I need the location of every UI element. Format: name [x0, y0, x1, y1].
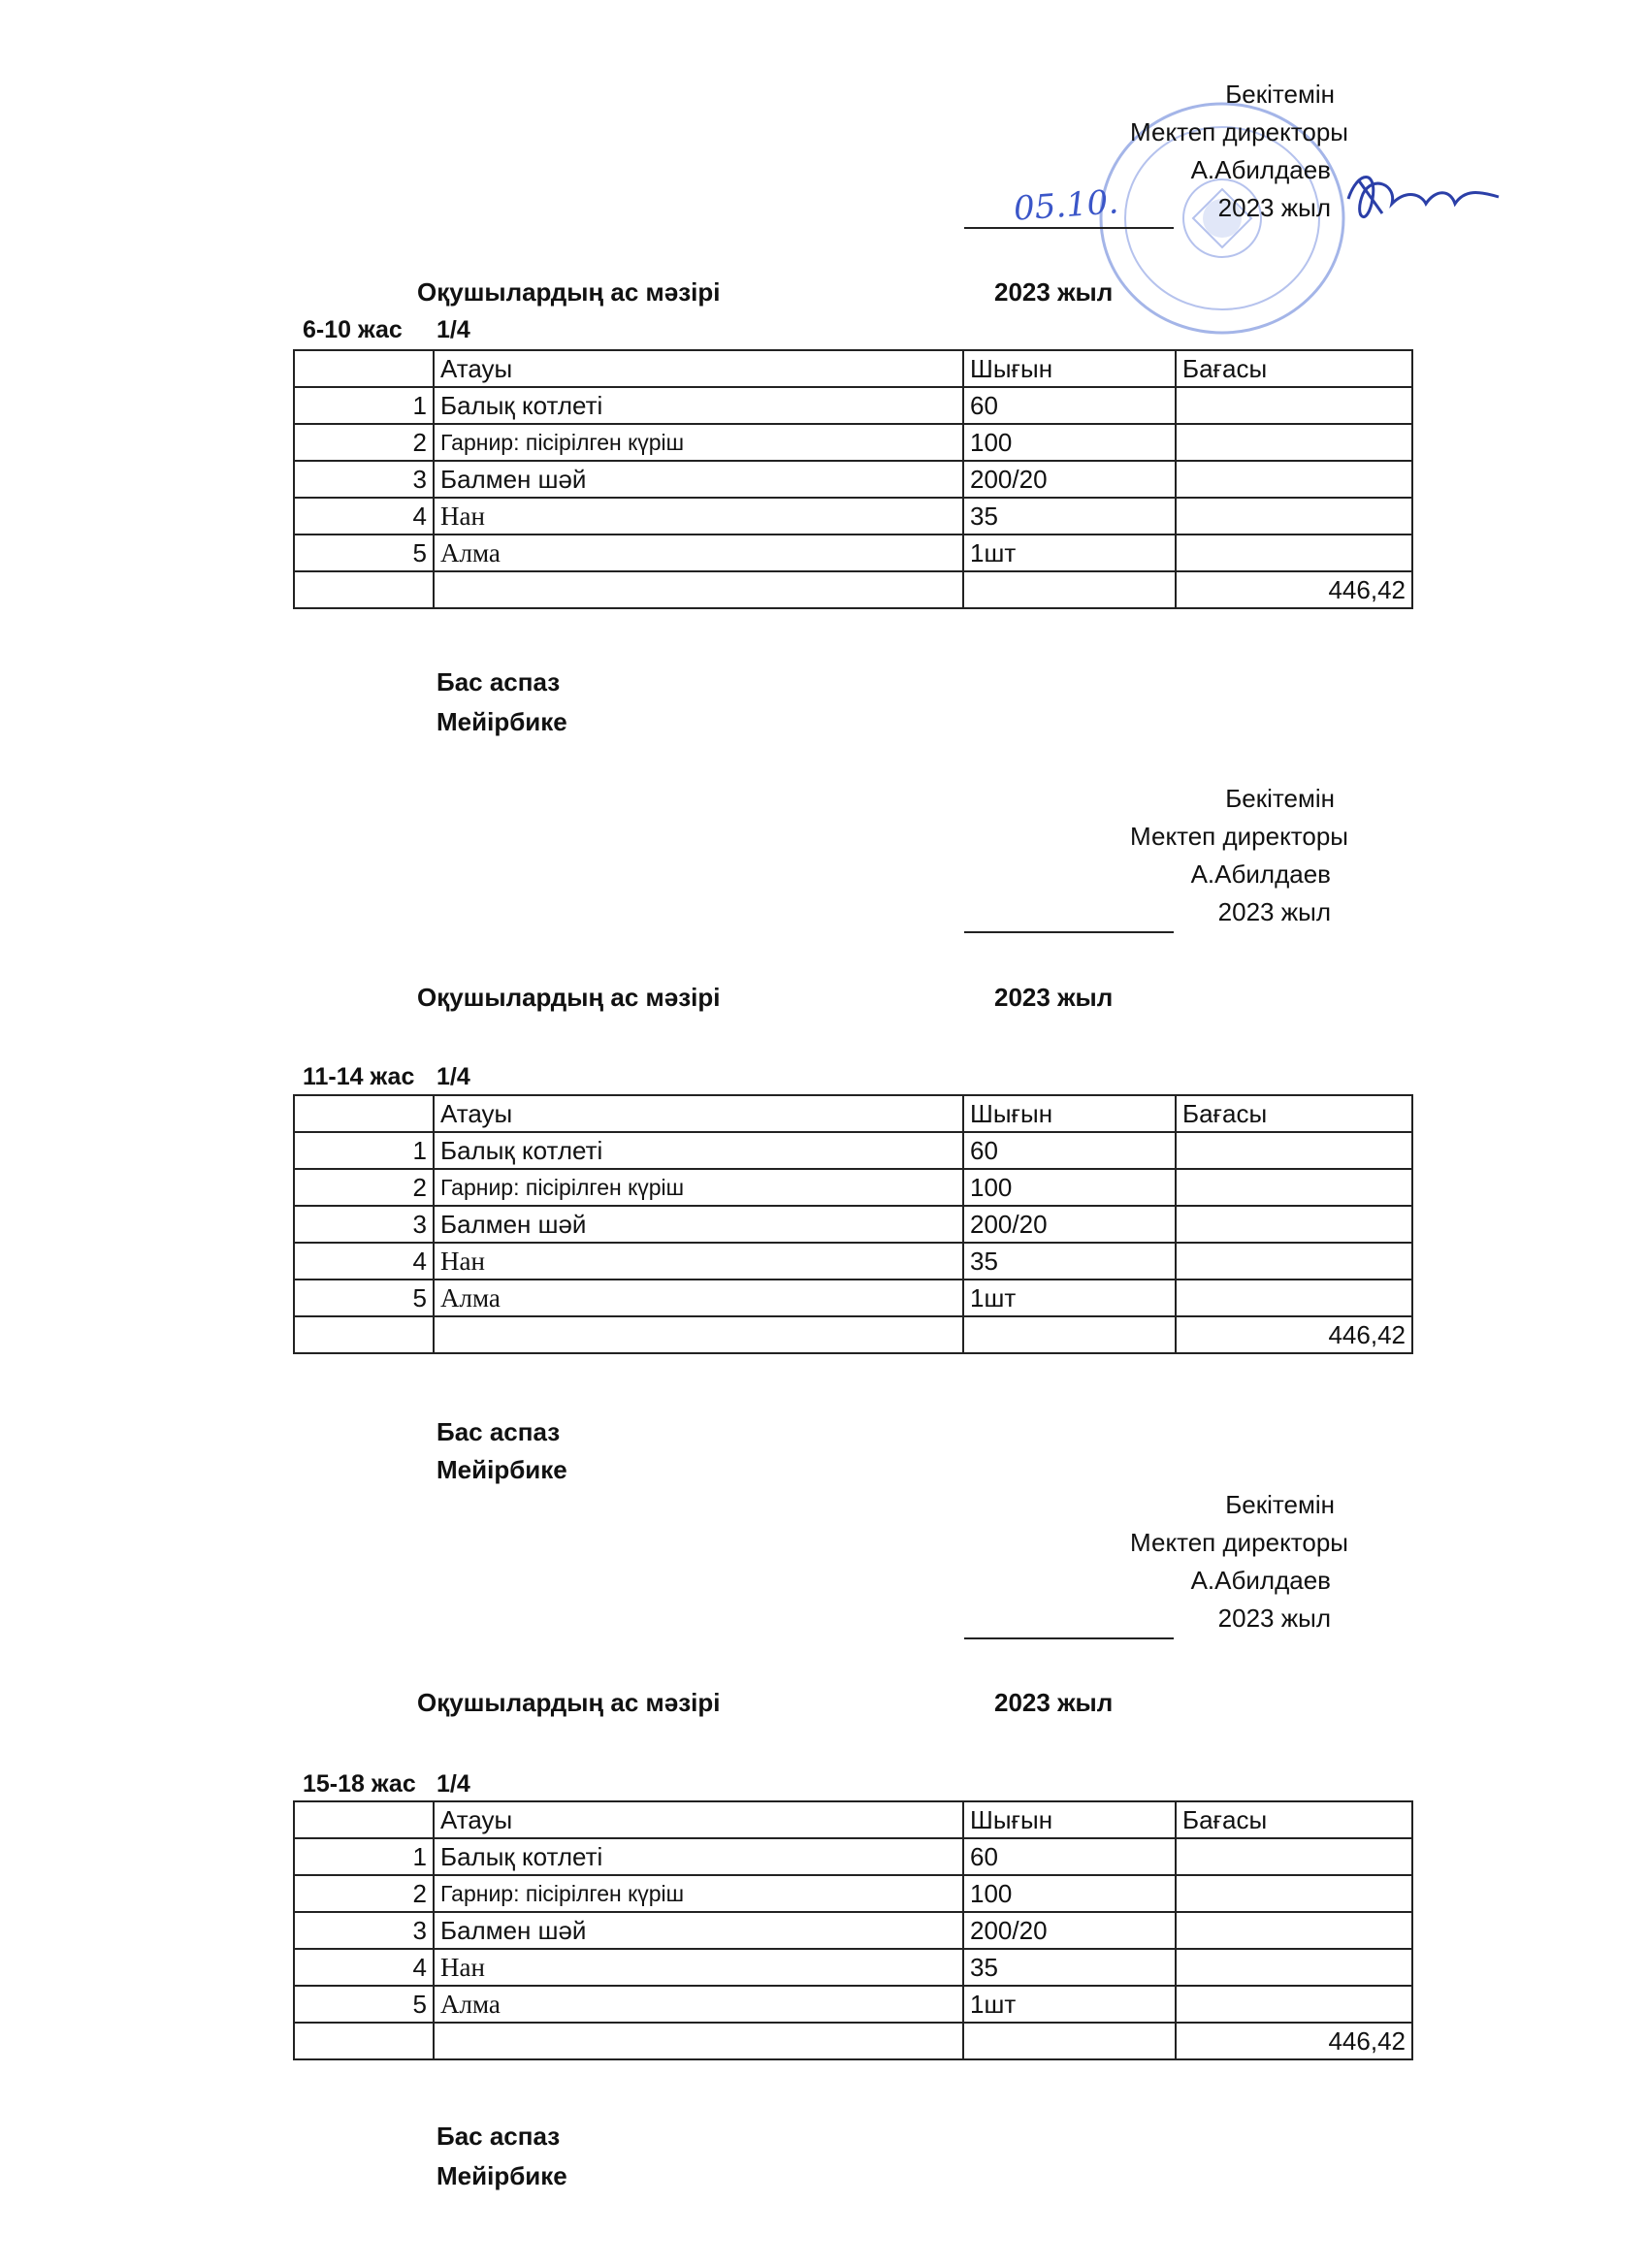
row-number: 2: [294, 1169, 434, 1206]
row-number: 5: [294, 535, 434, 571]
row-number: 3: [294, 1206, 434, 1243]
dish-amount: 35: [963, 1949, 1176, 1986]
header-cell: Шығын: [963, 350, 1176, 387]
row-number: 2: [294, 1875, 434, 1912]
menu-title: Оқушылардың ас мәзірі: [417, 1688, 721, 1717]
signature-label: Мейірбике: [436, 1455, 567, 1484]
dish-amount: 35: [963, 1243, 1176, 1280]
signature-label: Мейірбике: [436, 707, 567, 736]
signature-line: [964, 227, 1174, 229]
header-cell: Бағасы: [1176, 350, 1412, 387]
table-row: [294, 1280, 1412, 1316]
dish-name: Гарнир: пісірілген күріш: [434, 1875, 963, 1912]
empty-cell: [434, 571, 963, 608]
menu-year: 2023 жыл: [994, 983, 1114, 1012]
dish-price: [1176, 387, 1412, 424]
empty-cell: [963, 1316, 1176, 1353]
table-header-row: [294, 350, 1412, 387]
header-cell: Атауы: [434, 1801, 963, 1838]
table-row: [294, 387, 1412, 424]
dish-amount: 100: [963, 424, 1176, 461]
row-number: 2: [294, 424, 434, 461]
dish-name: Балық котлеті: [434, 1838, 963, 1875]
dish-name: Балық котлеті: [434, 1132, 963, 1169]
dish-price: [1176, 1912, 1412, 1949]
approval-title: Бекітемін: [1225, 1490, 1335, 1519]
dish-name: Гарнир: пісірілген күріш: [434, 424, 963, 461]
empty-cell: [434, 1316, 963, 1353]
dish-amount: 200/20: [963, 1912, 1176, 1949]
approval-name: А.Абилдаев: [1190, 155, 1331, 184]
age-label: 6-10 жас: [303, 316, 403, 343]
approval-name: А.Абилдаев: [1190, 1566, 1331, 1595]
dish-amount: 100: [963, 1875, 1176, 1912]
empty-cell: [294, 1316, 434, 1353]
header-cell: [294, 1095, 434, 1132]
approval-title: Бекітемін: [1225, 80, 1335, 109]
table-row: [294, 1169, 1412, 1206]
table-row: [294, 1132, 1412, 1169]
table-header-row: [294, 1801, 1412, 1838]
header-cell: Шығын: [963, 1095, 1176, 1132]
approval-year: 2023 жыл: [1217, 193, 1331, 222]
header-cell: [294, 1801, 434, 1838]
dish-name: Нан: [434, 1243, 963, 1280]
signature-label: Бас аспаз: [436, 1417, 561, 1446]
signature-label: Мейірбике: [436, 2161, 567, 2190]
header-cell: Шығын: [963, 1801, 1176, 1838]
dish-price: [1176, 1132, 1412, 1169]
dish-price: [1176, 1949, 1412, 1986]
table-row: [294, 535, 1412, 571]
dish-name: Нан: [434, 1949, 963, 1986]
dish-amount: 35: [963, 498, 1176, 535]
age-label: 15-18 жас: [303, 1770, 416, 1798]
header-cell: Атауы: [434, 350, 963, 387]
portion-label: 1/4: [436, 316, 470, 343]
dish-price: [1176, 1875, 1412, 1912]
empty-cell: [963, 571, 1176, 608]
empty-cell: [434, 2023, 963, 2059]
row-number: 3: [294, 461, 434, 498]
row-number: 1: [294, 387, 434, 424]
dish-name: Гарнир: пісірілген күріш: [434, 1169, 963, 1206]
signature-label: Бас аспаз: [436, 667, 561, 697]
table-row: [294, 1243, 1412, 1280]
dish-amount: 200/20: [963, 461, 1176, 498]
table-total-row: [294, 2023, 1412, 2059]
dish-name: Алма: [434, 1280, 963, 1316]
table-row: [294, 1838, 1412, 1875]
empty-cell: [294, 571, 434, 608]
dish-name: Балық котлеті: [434, 387, 963, 424]
dish-name: Алма: [434, 535, 963, 571]
total-price: 446,42: [1176, 2023, 1412, 2059]
dish-name: Балмен шәй: [434, 1912, 963, 1949]
total-price: 446,42: [1176, 1316, 1412, 1353]
header-cell: Атауы: [434, 1095, 963, 1132]
menu-table: [293, 1094, 1413, 1354]
portion-label: 1/4: [436, 1063, 470, 1090]
dish-price: [1176, 1280, 1412, 1316]
table-row: [294, 498, 1412, 535]
dish-amount: 60: [963, 1838, 1176, 1875]
dish-price: [1176, 1206, 1412, 1243]
signature-line: [964, 931, 1174, 933]
table-row: [294, 461, 1412, 498]
menu-title: Оқушылардың ас мәзірі: [417, 277, 721, 307]
menu-table: [293, 1800, 1413, 2060]
empty-cell: [963, 2023, 1176, 2059]
dish-price: [1176, 1169, 1412, 1206]
age-label: 11-14 жас: [303, 1063, 415, 1090]
table-row: [294, 1875, 1412, 1912]
dish-price: [1176, 461, 1412, 498]
row-number: 5: [294, 1280, 434, 1316]
dish-price: [1176, 424, 1412, 461]
total-price: 446,42: [1176, 571, 1412, 608]
approval-role: Мектеп директоры: [1130, 1528, 1348, 1557]
table-row: [294, 1912, 1412, 1949]
dish-price: [1176, 535, 1412, 571]
signature-line: [964, 1637, 1174, 1639]
row-number: 4: [294, 498, 434, 535]
dish-amount: 1шт: [963, 1280, 1176, 1316]
signature-label: Бас аспаз: [436, 2122, 561, 2151]
director-signature-icon: [1339, 160, 1504, 238]
dish-price: [1176, 498, 1412, 535]
dish-amount: 60: [963, 1132, 1176, 1169]
table-header-row: [294, 1095, 1412, 1132]
handwritten-date: 05.10.: [1012, 182, 1120, 229]
table-row: [294, 1986, 1412, 2023]
row-number: 3: [294, 1912, 434, 1949]
dish-amount: 200/20: [963, 1206, 1176, 1243]
menu-year: 2023 жыл: [994, 277, 1114, 307]
dish-amount: 1шт: [963, 535, 1176, 571]
menu-table: [293, 349, 1413, 609]
approval-year: 2023 жыл: [1217, 897, 1331, 926]
row-number: 4: [294, 1243, 434, 1280]
menu-year: 2023 жыл: [994, 1688, 1114, 1717]
header-cell: Бағасы: [1176, 1095, 1412, 1132]
dish-name: Алма: [434, 1986, 963, 2023]
dish-price: [1176, 1243, 1412, 1280]
dish-amount: 100: [963, 1169, 1176, 1206]
menu-title: Оқушылардың ас мәзірі: [417, 983, 721, 1012]
dish-name: Балмен шәй: [434, 461, 963, 498]
dish-amount: 60: [963, 387, 1176, 424]
dish-name: Балмен шәй: [434, 1206, 963, 1243]
table-row: [294, 1949, 1412, 1986]
header-cell: [294, 350, 434, 387]
row-number: 5: [294, 1986, 434, 2023]
row-number: 1: [294, 1838, 434, 1875]
approval-title: Бекітемін: [1225, 784, 1335, 813]
portion-label: 1/4: [436, 1770, 470, 1798]
row-number: 4: [294, 1949, 434, 1986]
table-row: [294, 1206, 1412, 1243]
dish-amount: 1шт: [963, 1986, 1176, 2023]
approval-role: Мектеп директоры: [1130, 117, 1348, 146]
approval-name: А.Абилдаев: [1190, 859, 1331, 889]
approval-role: Мектеп директоры: [1130, 822, 1348, 851]
approval-year: 2023 жыл: [1217, 1604, 1331, 1633]
table-total-row: [294, 571, 1412, 608]
header-cell: Бағасы: [1176, 1801, 1412, 1838]
table-total-row: [294, 1316, 1412, 1353]
dish-price: [1176, 1986, 1412, 2023]
empty-cell: [294, 2023, 434, 2059]
table-row: [294, 424, 1412, 461]
dish-name: Нан: [434, 498, 963, 535]
dish-price: [1176, 1838, 1412, 1875]
row-number: 1: [294, 1132, 434, 1169]
